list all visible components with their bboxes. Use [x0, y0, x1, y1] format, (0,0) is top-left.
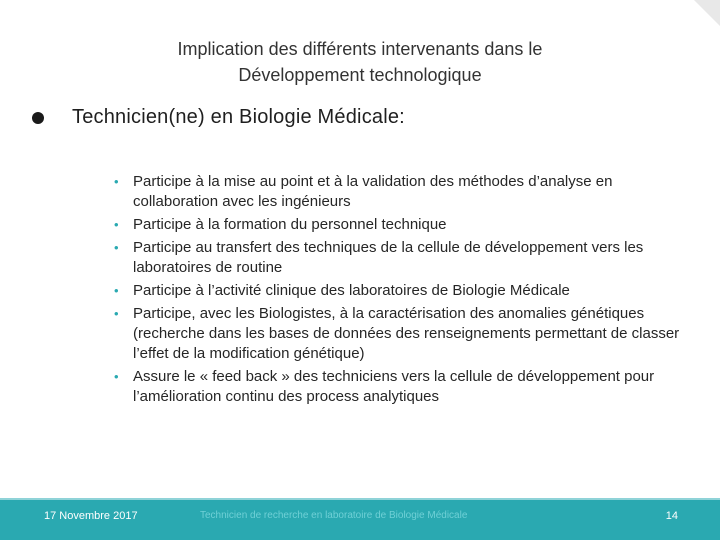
bullet-item: • Participe à l’activité clinique des laboratoires de Biologie Médicale [112, 281, 692, 301]
bullet-list [112, 172, 692, 410]
section-header [32, 106, 700, 129]
bullet-item: • Participe à la formation du personnel technique [112, 215, 692, 235]
slide-title-line-1: Implication des différents intervenants dans le [177, 39, 543, 59]
bullet-item: • Participe, avec les Biologistes, à la caractérisation des anomalies génétiques (recherche dans les bases de données des renseignements permettant de classer l’effet de la modification génétique) [112, 304, 692, 364]
footer-date: 17 Novembre 2017 [44, 510, 138, 522]
footer-bar [0, 498, 720, 540]
corner-decoration [694, 0, 720, 26]
bullet-dot-icon [32, 112, 44, 124]
bullet-item: • Participe au transfert des techniques de la cellule de développement vers les laboratoires de routine [112, 238, 692, 278]
section-heading: Technicien(ne) en Biologie Médicale: [72, 106, 405, 128]
slide-title [60, 36, 660, 88]
slide-title-line-2: Développement technologique [238, 65, 482, 85]
bullet-item: • Assure le « feed back » des techniciens vers la cellule de développement pour l’amélioration continu des process analytiques [112, 367, 692, 407]
bullet-item: • Participe à la mise au point et à la validation des méthodes d’analyse en collaboration avec les ingénieurs [112, 172, 692, 212]
page-number: 14 [665, 510, 678, 522]
footer-center-text: Technicien de recherche en laboratoire de Biologie Médicale [200, 510, 468, 521]
